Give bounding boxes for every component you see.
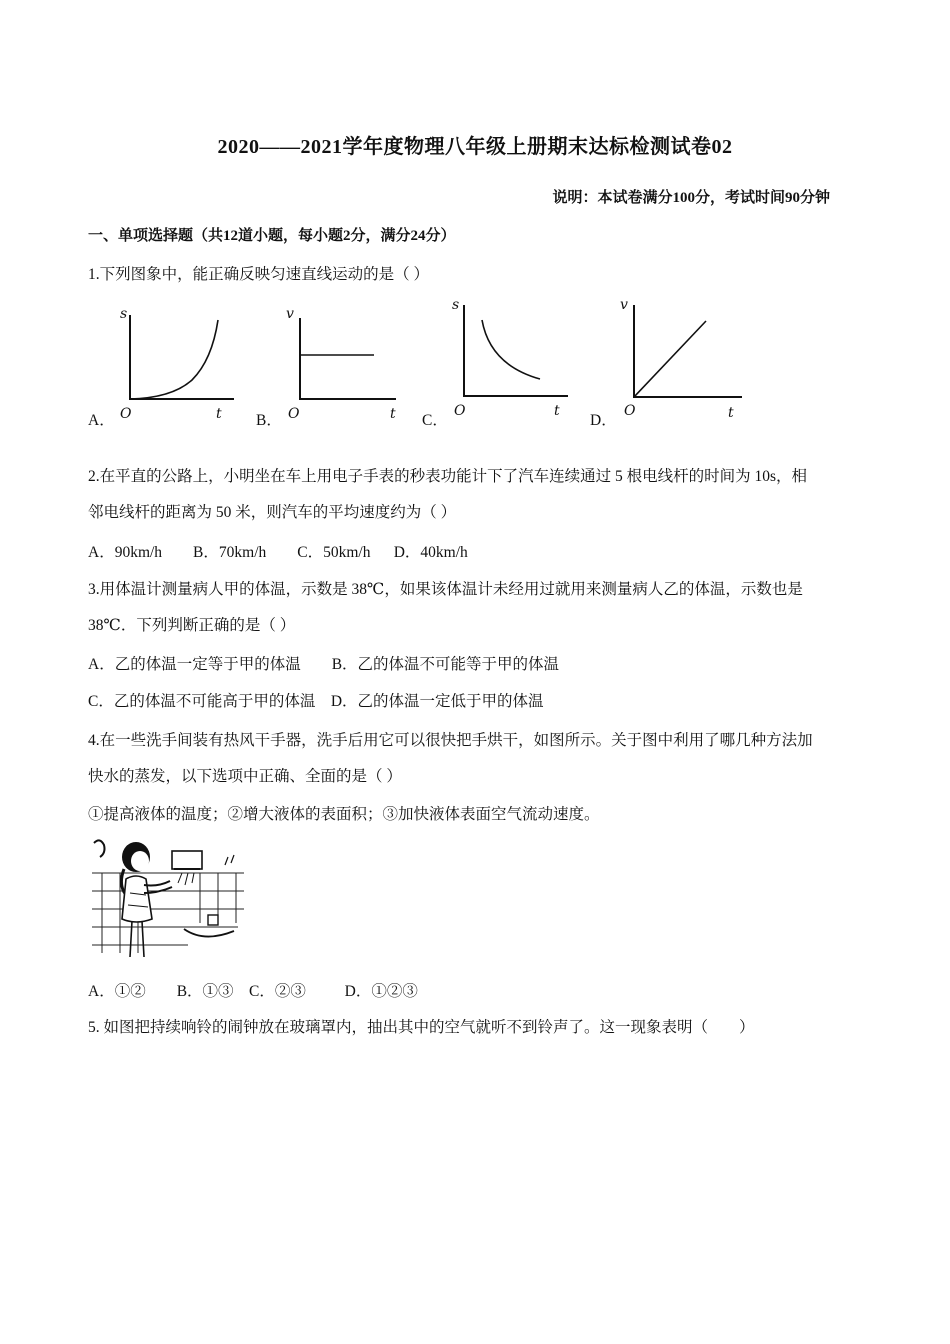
- page-title: 2020——2021学年度物理八年级上册期末达标检测试卷02: [217, 136, 733, 158]
- q5-line-1: 5. 如图把持续响铃的闹钟放在玻璃罩内，抽出其中的空气就听不到铃声了。这一现象表明（ ）: [88, 1019, 755, 1036]
- q1-graph-c-origin: O: [454, 403, 466, 419]
- q1-graph-b-x-label: t: [390, 406, 396, 422]
- q1-graph-c: [446, 295, 576, 425]
- q1-graph-c-y-label: s: [452, 297, 460, 313]
- q1-graph-d-y-label: v: [620, 297, 628, 313]
- q1-graph-b: [280, 300, 410, 425]
- q1-graph-d-origin: O: [624, 403, 636, 419]
- q1-graph-a-origin: O: [120, 406, 132, 422]
- q2-options: A．90km/h B．70km/h C．50km/h D．40km/h: [88, 544, 468, 561]
- q1-graph-a-x-label: t: [216, 406, 222, 422]
- q4-options: A．①② B．①③ C．②③ D．①②③: [88, 983, 418, 1000]
- q1-graph-d: [614, 295, 754, 425]
- q1-graph-c-x-label: t: [554, 403, 560, 419]
- q3-line-2: 38℃．下列判断正确的是（ ）: [88, 617, 296, 634]
- q1-option-a-label: A．: [88, 412, 115, 429]
- q1-stem: 1.下列图象中，能正确反映匀速直线运动的是（ ）: [88, 266, 430, 283]
- exam-note: 说明：本试卷满分100分，考试时间90分钟: [552, 190, 830, 206]
- q3-line-1: 3.用体温计测量病人甲的体温，示数是 38℃，如果该体温计未经用过就用来测量病人乙的体温，示数也是: [88, 581, 803, 598]
- q3-options-cd: C．乙的体温不可能高于甲的体温 D．乙的体温一定低于甲的体温: [88, 693, 544, 710]
- q3-options-ab: A．乙的体温一定等于甲的体温 B．乙的体温不可能等于甲的体温: [88, 656, 560, 673]
- q1-graph-a: [112, 300, 242, 425]
- q2-line-1: 2.在平直的公路上，小明坐在车上用电子手表的秒表功能计下了汽车连续通过 5 根电线杆的时间为 10s，相: [88, 468, 808, 485]
- q1-graph-b-origin: O: [288, 406, 300, 422]
- q4-line-2: 快水的蒸发，以下选项中正确、全面的是（ ）: [88, 768, 402, 785]
- section-heading: 一、单项选择题（共12道小题，每小题2分，满分24分）: [88, 228, 456, 244]
- q1-graph-b-y-label: v: [286, 306, 294, 322]
- q4-line-1: 4.在一些洗手间装有热风干手器，洗手后用它可以很快把手烘干，如图所示。关于图中利用了哪几种方法加: [88, 732, 813, 749]
- q1-option-d-label: D．: [590, 412, 617, 429]
- q1-graph-d-x-label: t: [728, 405, 734, 421]
- q1-option-b-label: B．: [256, 412, 282, 429]
- q1-option-c-label: C．: [422, 412, 448, 429]
- q2-line-2: 邻电线杆的距离为 50 米，则汽车的平均速度约为（ ）: [88, 504, 457, 521]
- q4-line-3: ①提高液体的温度；②增大液体的表面积；③加快液体表面空气流动速度。: [88, 806, 600, 823]
- hand-dryer-illustration: [88, 833, 248, 963]
- q1-graph-a-y-label: s: [120, 306, 128, 322]
